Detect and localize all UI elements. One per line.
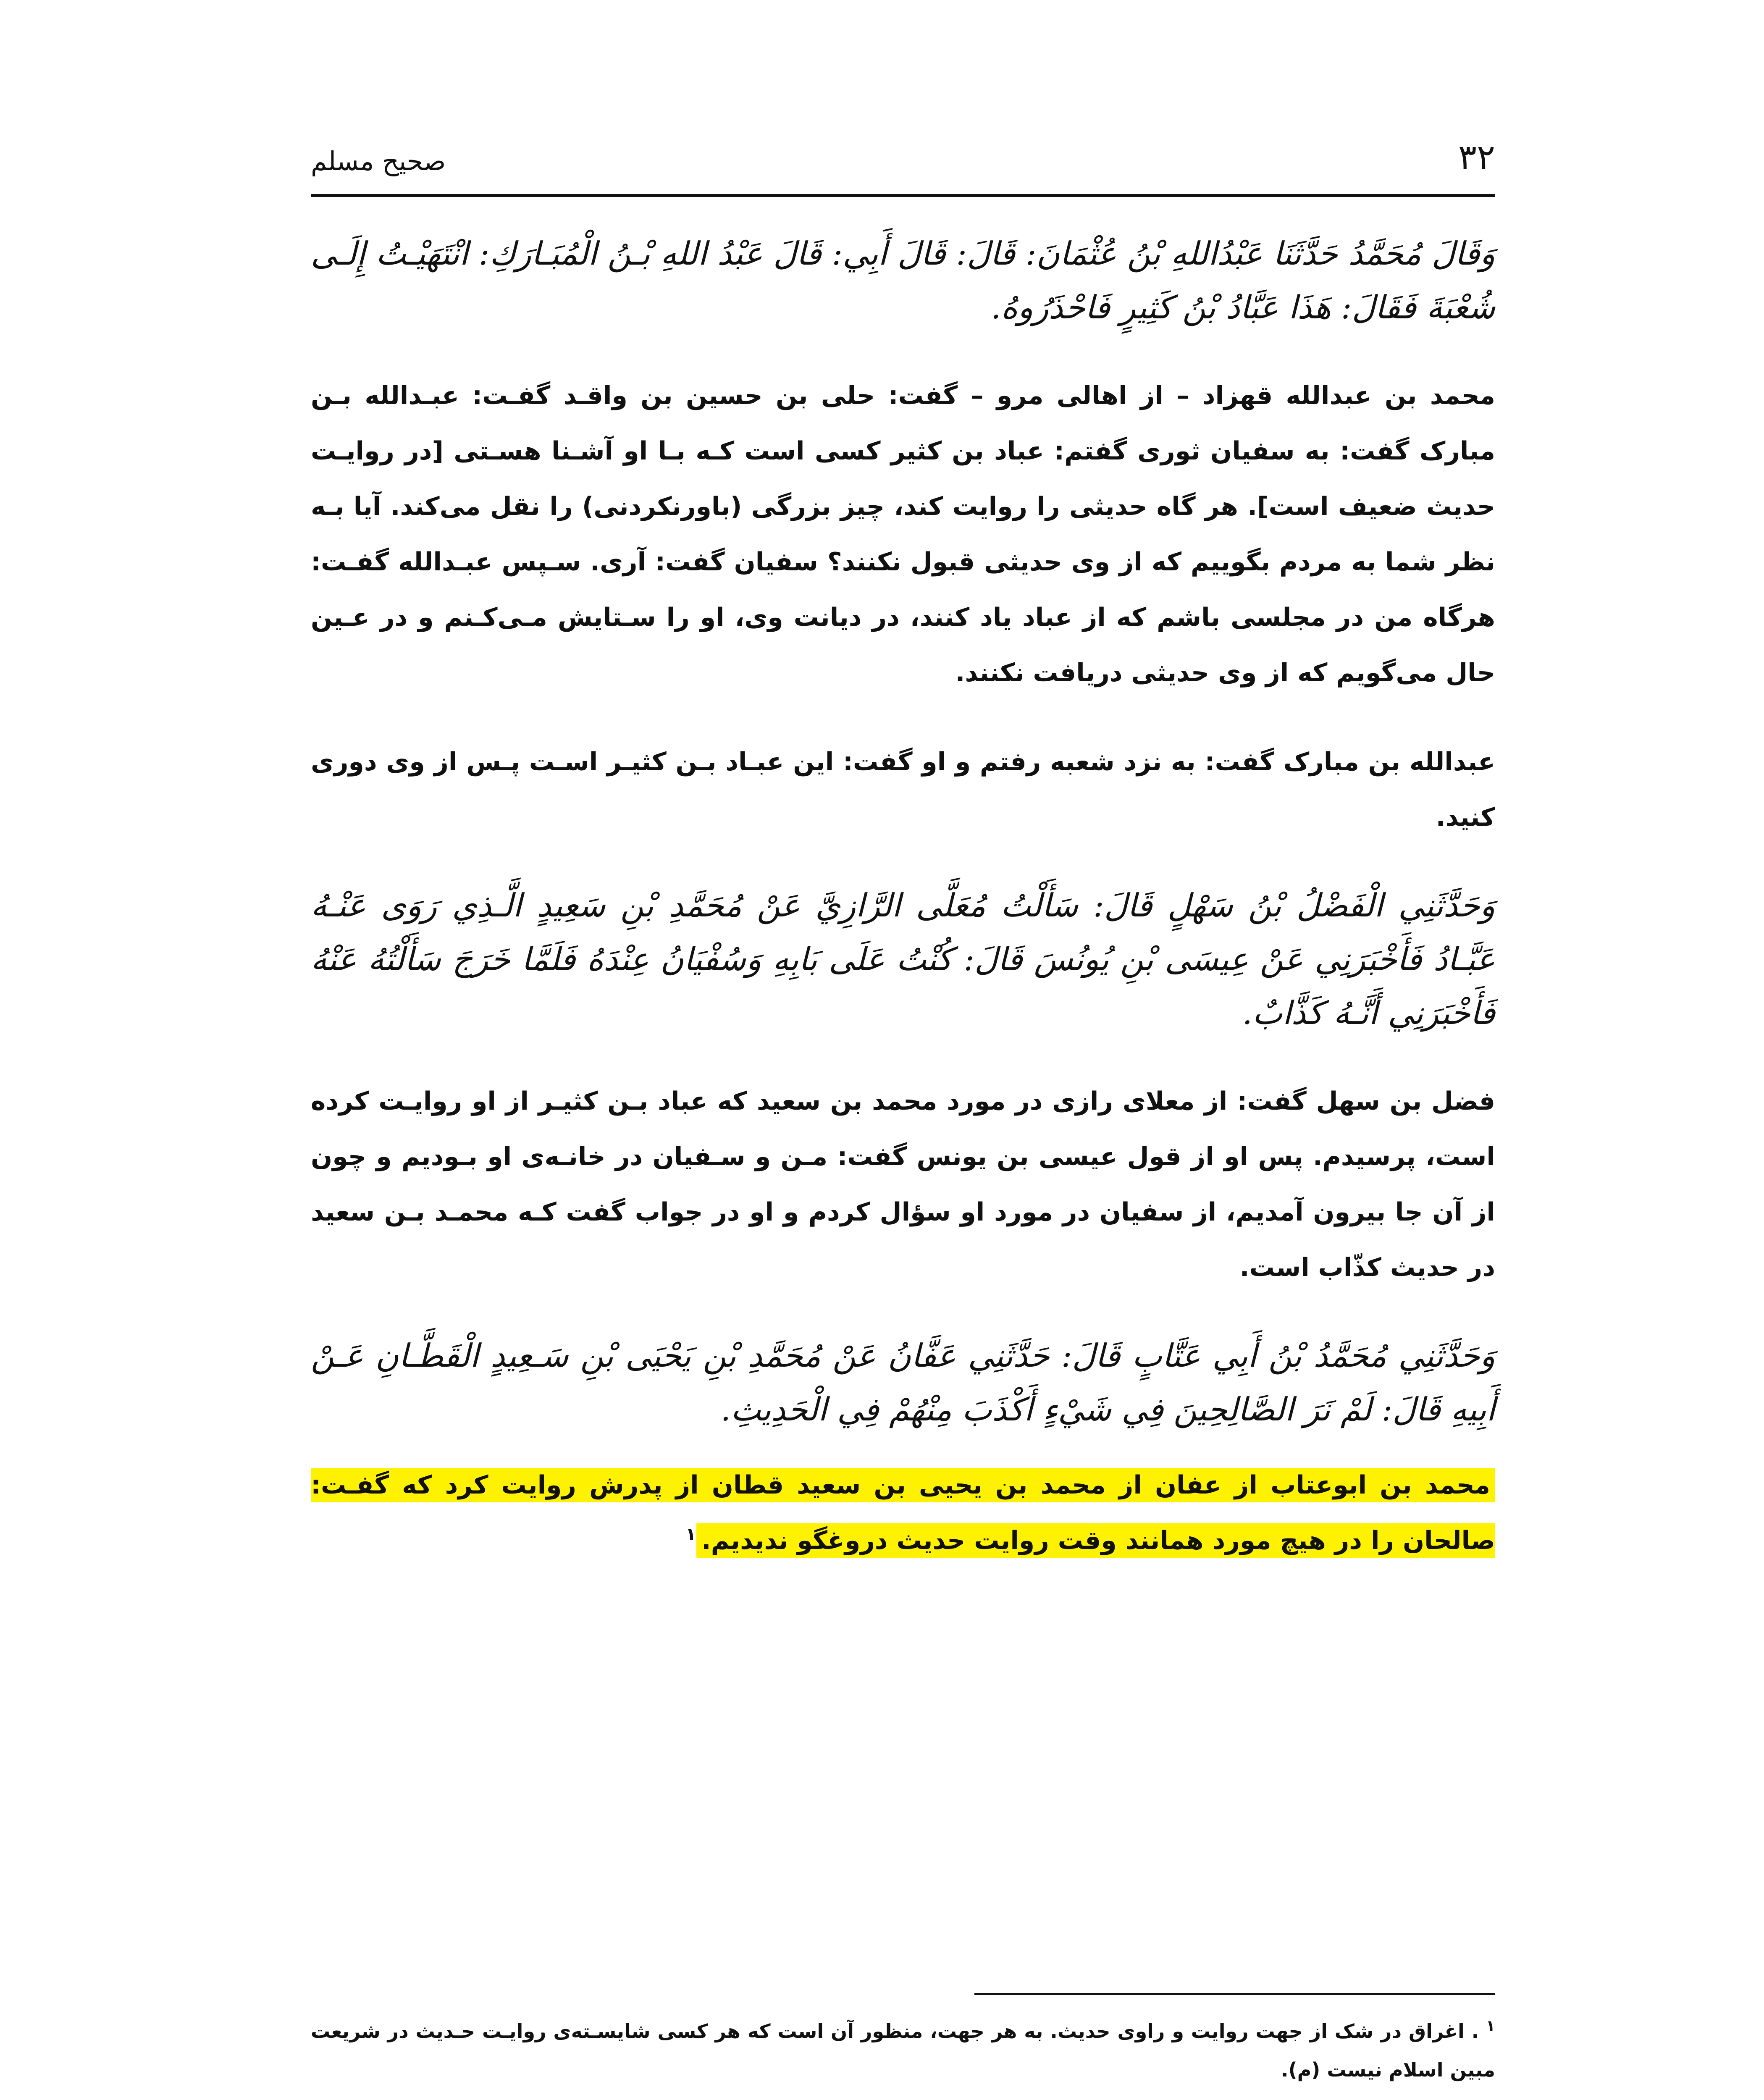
footnote-number: ۱ [1486, 2017, 1495, 2035]
persian-translation-3: فضل بن سهل گفت: از معلای رازی در مورد محمد بن سعید که عباد بـن کثیـر از او روایـت کرده است، پرسیدم. پس او از قول عیسی بن یونس گفت: مـن و سـفیان در خانـه‌ی او بـودیم و چون از آن جا بیرون آمدیم، از سفیان در مورد او سؤال کردم و او در جواب گفت کـه محمـد بـن سعید در حدیث کذّاب است. [311, 1087, 1495, 1282]
arabic-hadith-2: وَحَدَّثَنِي الْفَضْلُ بْنُ سَهْلٍ قَالَ: سَأَلْتُ مُعَلَّى الرَّازِيَّ عَنْ مُحَمَّدِ بْنِ سَعِيدٍ الَّـذِي رَوَى عَنْـهُ عَبَّـادُ فَأَخْبَرَنِي عَنْ عِيسَى بْنِ يُونُسَ قَالَ: كُنْتُ عَلَى بَابِهِ وَسُفْيَانُ عِنْدَهُ فَلَمَّا خَرَجَ سَأَلْتُهُ عَنْهُ فَأَخْبَرَنِي أَنَّـهُ كَذَّابٌ. [311, 887, 1496, 1032]
persian-translation-2: عبدالله بن مبارک گفت: به نزد شعبه رفتم و او گفت: این عبـاد بـن کثیـر اسـت پـس از وی دوری کنید. [311, 747, 1495, 832]
footnote-reference[interactable]: ۱ [685, 1524, 696, 1544]
arabic-hadith-1: وَقَالَ مُحَمَّدُ حَدَّثَنَا عَبْدُاللهِ بْنُ عُثْمَانَ: قَالَ: قَالَ أَبِي: قَالَ عَبْدُ اللهِ بْـنُ الْمُبَـارَكِ: انْتَهَيْـتُ إِلَـى شُعْبَةَ فَقَالَ: هَذَا عَبَّادُ بْنُ كَثِيرٍ فَاحْذَرُوهُ. [311, 235, 1495, 326]
footnote-divider [974, 1993, 1495, 1995]
arabic-hadith-3: وَحَدَّثَنِي مُحَمَّدُ بْنُ أَبِي عَتَّابٍ قَالَ: حَدَّثَنِي عَفَّانُ عَنْ مُحَمَّدِ بْنِ يَحْيَى بْنِ سَـعِيدٍ الْقَطَّـانِ عَـنْ أَبِيهِ قَالَ: لَمْ نَرَ الصَّالِحِينَ فِي شَيْءٍ أَكْذَبَ مِنْهُمْ فِي الْحَدِيثِ. [311, 1337, 1495, 1428]
page-body [311, 227, 1495, 1568]
footnote-text: . اغراق در شک از جهت روایت و راوی حدیث. به هر جهت، منظور آن است که هر کسی شایسـته‌ی روایـت حـدیث در شریعت مبین اسلام نیست (م). [311, 2020, 1495, 2081]
persian-translation-1: محمد بن عبدالله قهزاد – از اهالی مرو – گفت: حلی بن حسین بن واقـد گفـت: عبـدالله بـن مبارک گفت: به سفیان ثوری گفتم: عباد بن کثیر کسی است کـه بـا او آشـنا هسـتی [در روایـت حدیث ضعیف است]. هر گاه حدیثی را روایت کند، چیز بزرگی (باورنکردنی) را نقل می‌کند. آیا بـه نظر شما به مردم بگوییم که از وی حدیثی قبول نکنند؟ سفیان گفت: آری. سـپس عبـدالله گفـت: هرگاه من در مجلسی باشم که از عباد یاد کنند، در دیانت وی، او را سـتایش مـی‌کـنم و در عـین حال می‌گویم که از وی حدیثی دریافت نکنند. [311, 381, 1495, 688]
highlighted-text: محمد بن ابوعتاب از عفان از محمد بن یحیی بن سعید قطان از پدرش روایت کرد که گفـت: صالحان را در هیچ مورد همانند وقت روایت حدیث دروغگو ندیدیم. [311, 1468, 1495, 1558]
page-number: ۳۲ [1458, 137, 1495, 177]
header-divider [311, 194, 1495, 197]
running-title: صحیح مسلم [311, 146, 446, 176]
highlighted-translation [311, 1457, 1495, 1568]
footnote [311, 2012, 1495, 2089]
page-header [311, 134, 1495, 189]
